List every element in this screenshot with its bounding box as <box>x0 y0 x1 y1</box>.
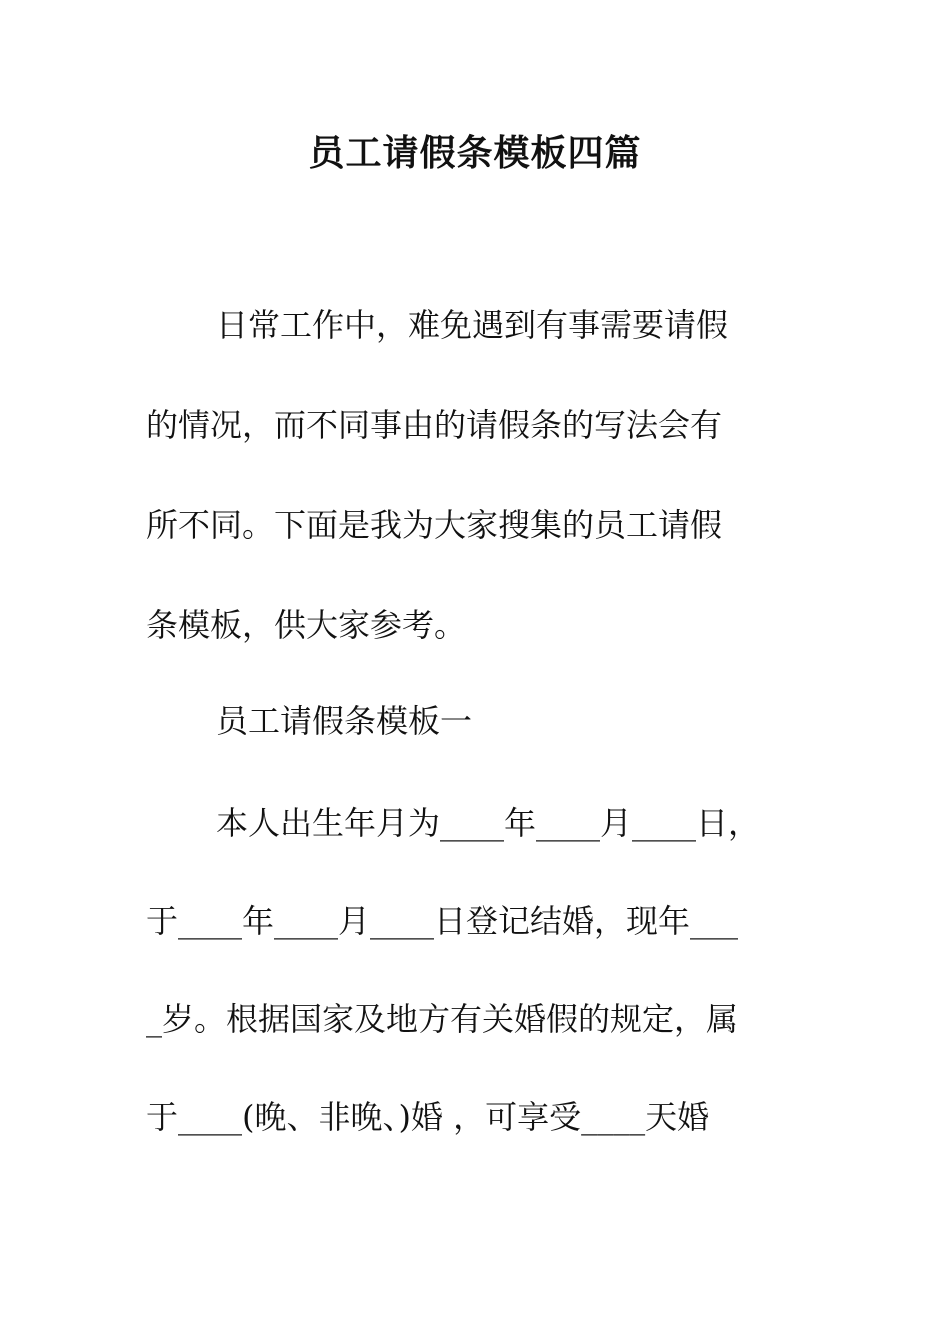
paragraph-line: 的情况，而不同事由的请假条的写法会有 <box>146 406 723 444</box>
document-title: 员工请假条模板四篇 <box>308 132 642 174</box>
paragraph-line: 于____年____月____日登记结婚，现年___ <box>146 902 739 940</box>
section-heading: 员工请假条模板一 <box>216 702 473 740</box>
paragraph-line: 条模板，供大家参考。 <box>146 606 467 644</box>
paragraph-line: 本人出生年月为____年____月____日， <box>216 804 761 842</box>
paragraph-line: _岁。根据国家及地方有关婚假的规定，属 <box>146 1000 739 1038</box>
paragraph-line: 日常工作中，难免遇到有事需要请假 <box>216 306 729 344</box>
paragraph-line: 所不同。下面是我为大家搜集的员工请假 <box>146 506 723 544</box>
paragraph-line: 于____(晚、非晚、)婚 ，可享受____天婚 <box>146 1098 710 1136</box>
